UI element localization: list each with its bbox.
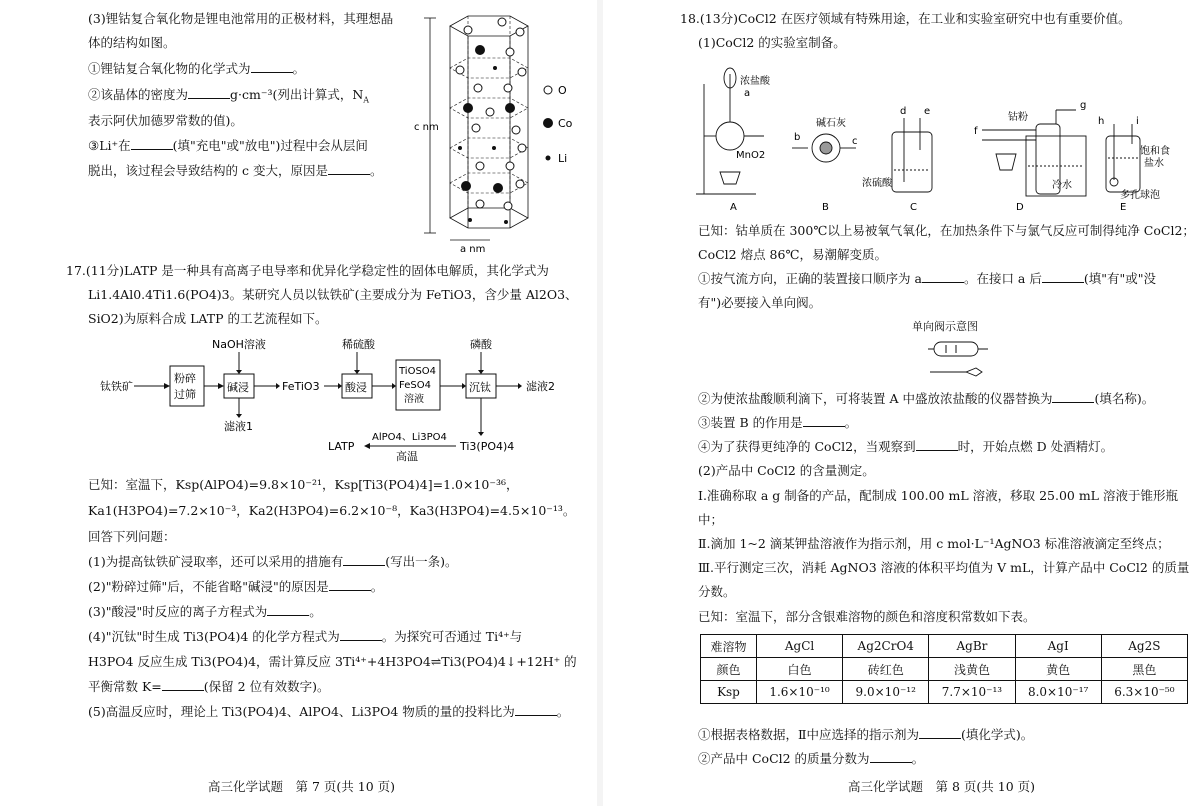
q16-3-sub2-sub: A xyxy=(363,95,370,105)
q16-3-sub1-text: ①锂钴复合氧化物的化学式为 xyxy=(88,61,251,76)
answer-blank xyxy=(916,438,958,451)
table-cell: 砖红色 xyxy=(843,658,929,681)
process-flow-chart xyxy=(100,334,590,464)
flow-product: LATP xyxy=(328,440,355,453)
table-cell: Ag2CrO4 xyxy=(843,635,929,658)
label-c: c xyxy=(852,136,858,147)
label-mno2: MnO2 xyxy=(736,150,766,161)
q16-3-sub3b-end: 。 xyxy=(369,163,383,178)
q18-2: (2)产品中 CoCl2 的含量测定。 xyxy=(698,463,875,478)
flow-waste2: 滤液2 xyxy=(526,380,555,393)
answer-blank xyxy=(1052,390,1094,403)
q18-1-sub1b: 有")必要接入单向阀。 xyxy=(698,295,822,310)
label-a: a xyxy=(744,88,751,99)
label-conc-hcl: 浓盐酸 xyxy=(740,76,770,87)
q17-2 xyxy=(88,578,383,596)
q18-known1a: 已知：钴单质在 300℃以上易被氧气氧化，在加热条件下与氯气反应可制得纯净 CoCl2； xyxy=(698,223,1195,238)
table-cell: 浅黄色 xyxy=(929,658,1015,681)
name-b: B xyxy=(822,202,829,213)
answer-blank xyxy=(328,162,370,175)
label-conc-h2so4: 浓硫酸 xyxy=(862,178,892,189)
q17-line3: SiO2)为原料合成 LATP 的工艺流程如下。 xyxy=(88,311,328,326)
page-8 xyxy=(600,0,1200,806)
q17-5-end: 。 xyxy=(556,704,570,719)
q18-2-sub2 xyxy=(698,750,924,768)
q18-known1b: CoCl2 熔点 86℃，易潮解变质。 xyxy=(698,247,887,262)
label-soda-lime: 碱石灰 xyxy=(816,118,846,129)
q18-2-sub2-end: 。 xyxy=(911,751,925,766)
q16-3-sub3-text: ③Li⁺在 xyxy=(88,138,131,153)
flow-box4-line2: FeSO4 xyxy=(399,380,431,391)
q16-3-sub2-text: ②该晶体的密度为 xyxy=(88,87,189,102)
q18-1-sub1-mid: 。在接口 a 后 xyxy=(963,271,1042,286)
a-label: a nm xyxy=(460,244,486,255)
q17-2-end: 。 xyxy=(370,579,384,594)
crystal-structure-figure xyxy=(410,8,590,258)
q18-2-sub1-end: (填化学式)。 xyxy=(961,727,1034,742)
apparatus-c xyxy=(892,118,932,192)
answer-blank xyxy=(515,703,557,716)
q18-1-sub3-end: 。 xyxy=(844,415,858,430)
flow-reagent3: 磷酸 xyxy=(470,338,492,351)
q17-formula: Li1.4Al0.4Ti1.6(PO4)3。某研究人员以钛铁矿(主要成分为 FeTiO3，含少量 Al2O3、 xyxy=(88,287,578,302)
flow-box4-line1: TiOSO4 xyxy=(399,366,437,377)
q18-1-sub4-text: ④为了获得更纯净的 CoCl2，当观察到 xyxy=(698,439,916,454)
silver-salts-table xyxy=(700,634,1188,704)
check-valve-figure xyxy=(926,338,996,386)
q17-4-end: 。为探究可否通过 Ti⁴⁺与 xyxy=(381,629,523,644)
q17-4b: H3PO4 反应生成 Ti3(PO4)4，需计算反应 3Ti⁴⁺+4H3PO4⇌Ti3(PO4)4↓+12H⁺ 的 xyxy=(88,654,577,669)
flow-box5-label: 沉钛 xyxy=(469,381,491,394)
answer-blank xyxy=(340,628,382,641)
label-g: g xyxy=(1080,100,1087,111)
q16-3-sub2-mid: g·cm⁻³(列出计算式，N xyxy=(230,87,364,102)
q18-1-sub2 xyxy=(698,390,1154,408)
q18-1-sub1-text: ①按气流方向，正确的装置接口顺序为 a xyxy=(698,271,922,286)
flow-reagent2: 稀硫酸 xyxy=(342,338,375,351)
q17-1-end: (写出一条)。 xyxy=(385,554,458,569)
q18-1-sub3-text: ③装置 B 的作用是 xyxy=(698,415,803,430)
q17-3-end: 。 xyxy=(309,604,322,619)
q18-1-sub2-end: (填名称)。 xyxy=(1094,391,1155,406)
table-row xyxy=(701,635,1188,658)
table-cell: Ag2S xyxy=(1101,635,1187,658)
q17-5-text: (5)高温反应时，理论上 Ti3(PO4)4、AlPO4、Li3PO4 物质的量的投料比为 xyxy=(88,704,515,719)
q18-2-step1: Ⅰ.准确称取 a g 制备的产品，配制成 100.00 mL 溶液，移取 25.00 mL 溶液于锥形瓶 xyxy=(698,488,1178,503)
q18-2-sub2-text: ②产品中 CoCl2 的质量分数为 xyxy=(698,751,870,766)
label-cold-water: 冷水 xyxy=(1052,180,1072,191)
q17-4c-end: (保留 2 位有效数字)。 xyxy=(203,679,330,694)
answer-blank xyxy=(803,414,845,427)
q17-4 xyxy=(88,628,522,646)
answer-blank xyxy=(922,270,964,283)
q18-2-step1b: 中； xyxy=(698,512,724,527)
label-f: f xyxy=(974,126,978,137)
label-brine-2: 盐水 xyxy=(1144,158,1164,169)
apparatus-e xyxy=(1106,124,1140,192)
flow-box1-line2: 过筛 xyxy=(174,388,196,401)
q18-head: 18.(13分)CoCl2 在医疗领域有特殊用途，在工业和实验室研究中也有重要价值。 xyxy=(680,11,1131,26)
q18-1: (1)CoCl2 的实验室制备。 xyxy=(698,35,846,50)
q17-4c xyxy=(88,678,329,696)
q18-1-sub1-end: (填"有"或"没 xyxy=(1083,271,1156,286)
q17-known2: Ka1(H3PO4)=7.2×10⁻³，Ka2(H3PO4)=6.2×10⁻⁸，Ka3(H3PO4)=4.5×10⁻¹³。 xyxy=(88,503,576,518)
q18-2-sub1 xyxy=(698,726,1033,744)
flow-box1-line1: 粉碎 xyxy=(174,372,196,385)
q17-3-text: (3)"酸浸"时反应的离子方程式为 xyxy=(88,604,268,619)
table-cell: 8.0×10⁻¹⁷ xyxy=(1015,681,1101,704)
q17-3 xyxy=(88,603,322,621)
q16-3-sub2 xyxy=(88,86,369,110)
answer-blank xyxy=(188,86,230,99)
label-co-powder: 钴粉 xyxy=(1008,112,1028,123)
flow-box3-label: 酸浸 xyxy=(345,381,367,394)
flow-box4-line3: 溶液 xyxy=(404,394,424,405)
q16-3-sub1-end: 。 xyxy=(292,61,306,76)
c-label: c nm xyxy=(414,122,439,133)
table-cell: AgBr xyxy=(929,635,1015,658)
q16-3-sub3b-text: 脱出，该过程会导致结构的 c 变大，原因是 xyxy=(88,163,328,178)
apparatus-b xyxy=(792,134,856,162)
table-cell: AgI xyxy=(1015,635,1101,658)
q18-2-step3b: 分数。 xyxy=(698,584,736,599)
answer-blank xyxy=(251,60,293,73)
label-bubbler: 多孔球泡 xyxy=(1120,190,1160,201)
q18-2-sub1-text: ①根据表格数据，Ⅱ中应选择的指示剂为 xyxy=(698,727,919,742)
q16-3-sub2b: 表示阿伏加德罗常数的值)。 xyxy=(88,113,243,128)
table-cell: 颜色 xyxy=(701,658,757,681)
apparatus-figure xyxy=(696,54,1176,216)
table-cell: AgCl xyxy=(756,635,842,658)
q17-known1: 已知：室温下，Ksp(AlPO4)=9.8×10⁻²¹，Ksp[Ti3(PO4)4]=1.0×10⁻³⁶， xyxy=(88,477,519,492)
q16-3-line1: (3)锂钴复合氧化物是锂电池常用的正极材料，其理想晶 xyxy=(88,11,394,26)
table-cell: 黄色 xyxy=(1015,658,1101,681)
label-b: b xyxy=(794,132,801,143)
q18-known2: 已知：室温下，部分含银难溶物的颜色和溶度积常数如下表。 xyxy=(698,609,1036,624)
q18-1-sub4-end: 时，开始点燃 D 处酒精灯。 xyxy=(957,439,1114,454)
name-d: D xyxy=(1016,202,1024,213)
label-i: i xyxy=(1136,116,1139,127)
q17-1-text: (1)为提高钛铁矿浸取率，还可以采用的措施有 xyxy=(88,554,344,569)
answer-blank xyxy=(343,553,385,566)
flow-box2-label: 碱浸 xyxy=(227,381,249,394)
table-cell: Ksp xyxy=(701,681,757,704)
table-cell: 难溶物 xyxy=(701,635,757,658)
table-row xyxy=(701,658,1188,681)
q18-2-step3: Ⅲ.平行测定三次，消耗 AgNO3 溶液的体积平均值为 V mL，计算产品中 CoCl2 的质量 xyxy=(698,560,1190,575)
flow-condition: 高温 xyxy=(396,450,418,463)
answer-blank xyxy=(267,603,309,616)
q17-prompt: 回答下列问题： xyxy=(88,529,176,544)
label-h: h xyxy=(1098,116,1105,127)
q17-4c-text: 平衡常数 K= xyxy=(88,679,162,694)
q18-1-sub3 xyxy=(698,414,857,432)
q16-3-sub3b xyxy=(88,162,382,180)
table-cell: 9.0×10⁻¹² xyxy=(843,681,929,704)
answer-blank xyxy=(870,750,912,763)
answer-blank xyxy=(131,137,173,150)
table-cell: 6.3×10⁻⁵⁰ xyxy=(1101,681,1187,704)
label-d: d xyxy=(900,106,907,117)
q17-4-text: (4)"沉钛"时生成 Ti3(PO4)4 的化学方程式为 xyxy=(88,629,340,644)
q17-2-text: (2)"粉碎过筛"后，不能省略"碱浸"的原因是 xyxy=(88,579,329,594)
name-c: C xyxy=(910,202,917,213)
table-cell: 1.6×10⁻¹⁰ xyxy=(756,681,842,704)
table-cell: 7.7×10⁻¹³ xyxy=(929,681,1015,704)
legend-co: Co xyxy=(558,117,573,130)
answer-blank xyxy=(919,726,961,739)
table-cell: 黑色 xyxy=(1101,658,1187,681)
q18-1-sub4 xyxy=(698,438,1113,456)
q18-1-sub1 xyxy=(698,270,1156,288)
q17-1 xyxy=(88,553,457,571)
flow-additives: AlPO4、Li3PO4 xyxy=(372,432,447,443)
answer-blank xyxy=(329,578,371,591)
answer-blank xyxy=(162,678,204,691)
flow-mid1: FeTiO3 xyxy=(282,380,320,393)
name-e: E xyxy=(1120,202,1127,213)
answer-blank xyxy=(1042,270,1084,283)
flow-waste1: 滤液1 xyxy=(224,420,253,433)
flow-start: 钛铁矿 xyxy=(100,380,133,393)
q17-head: 17.(11分)LATP 是一种具有高离子电导率和优异化学稳定性的固体电解质，其化学式为 xyxy=(66,263,549,278)
flow-reagent1: NaOH溶液 xyxy=(212,338,266,351)
q16-3-sub3-mid: (填"充电"或"放电")过程中会从层间 xyxy=(172,138,368,153)
flow-product-in: Ti3(PO4)4 xyxy=(460,440,515,453)
q18-2-step2: Ⅱ.滴加 1~2 滴某钾盐溶液作为指示剂，用 c mol·L⁻¹AgNO3 标准溶液滴定至终点； xyxy=(698,536,1170,551)
q16-3-sub1 xyxy=(88,60,305,78)
q18-1-sub2-text: ②为使浓盐酸顺利滴下，可将装置 A 中盛放浓盐酸的仪器替换为 xyxy=(698,391,1053,406)
label-e: e xyxy=(924,106,931,117)
page-footer-7: 高三化学试题 第 7 页(共 10 页) xyxy=(208,779,396,794)
q17-5 xyxy=(88,703,569,721)
table-cell: 白色 xyxy=(756,658,842,681)
valve-title: 单向阀示意图 xyxy=(912,320,978,333)
label-brine-1: 饱和食 xyxy=(1140,146,1170,157)
table-row xyxy=(701,681,1188,704)
q16-3-sub3 xyxy=(88,137,368,155)
name-a: A xyxy=(730,202,737,213)
q16-3-line2: 体的结构如图。 xyxy=(88,35,176,50)
page-footer-8: 高三化学试题 第 8 页(共 10 页) xyxy=(848,779,1036,794)
legend-li: Li xyxy=(558,152,568,165)
legend-o: O xyxy=(558,84,567,97)
